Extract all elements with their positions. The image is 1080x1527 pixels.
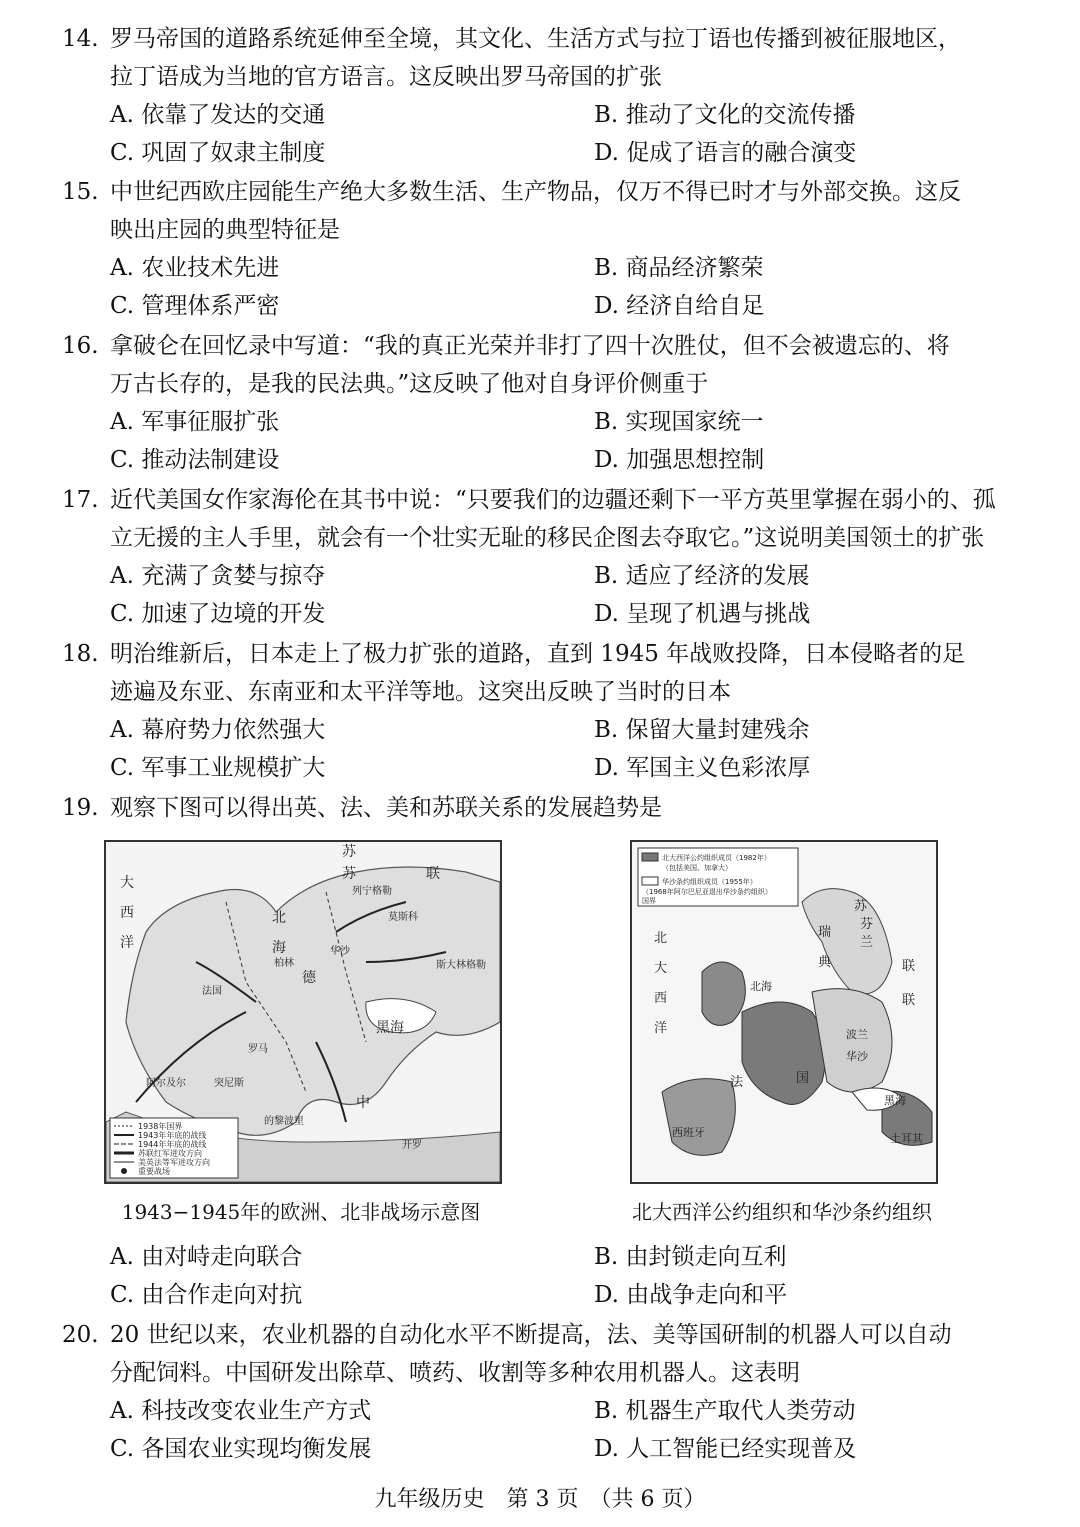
option-d[interactable]: D. 人工智能已经实现普及: [594, 1436, 857, 1462]
question-19: [62, 789, 1022, 827]
europe-wwii-map-svg: [106, 842, 500, 1182]
stem-line: 观察下图可以得出英、法、美和苏联关系的发展趋势是: [110, 795, 662, 821]
nato-warsaw-map: [630, 840, 938, 1184]
map-label-north-2: 大: [654, 961, 668, 976]
option-row: [110, 1430, 1022, 1468]
question-stem: [110, 327, 1022, 403]
stem-line: 拿破仑在回忆录中写道：“我的真正光荣并非打了四十次胜仗，但不会被遗忘的、将: [110, 333, 950, 359]
legend-item-2: 华沙条约组织成员（1955年）: [662, 878, 757, 886]
question-15: [62, 173, 1022, 325]
option-c[interactable]: C. 加速了边境的开发: [110, 601, 326, 627]
legend-item-2: 1944年年底的战线: [138, 1140, 207, 1149]
map-label-atlantic-2: 西: [120, 905, 134, 921]
option-row: [110, 711, 1022, 749]
option-b[interactable]: B. 由封锁走向互利: [594, 1244, 787, 1270]
question-16: [62, 327, 1022, 479]
map-label-rome: 罗马: [248, 1044, 268, 1055]
legend-item-5: 重要战场: [138, 1167, 170, 1176]
map-label-stalingrad: 斯大林格勒: [436, 960, 486, 971]
option-a[interactable]: A. 农业技术先进: [110, 255, 280, 281]
stem-line: 近代美国女作家海伦在其书中说：“只要我们的边疆还剩下一平方英里掌握在弱小的、孤: [110, 487, 996, 513]
option-row: [110, 287, 1022, 325]
map-label-berlin: 柏林: [274, 958, 294, 969]
stem-line: 拉丁语成为当地的官方语言。这反映出罗马帝国的扩张: [110, 64, 662, 90]
legend-item-4: 国界: [642, 897, 656, 905]
map-label-mid: 中: [356, 1095, 370, 1111]
question-17: [62, 481, 1022, 633]
option-d[interactable]: D. 军国主义色彩浓厚: [594, 755, 811, 781]
option-c[interactable]: C. 由合作走向对抗: [110, 1282, 303, 1308]
map-label-northsea: 北海: [750, 980, 772, 993]
map-label-rui-2: 典: [818, 955, 832, 970]
option-a[interactable]: A. 军事征服扩张: [110, 409, 280, 435]
legend-item-3: （1968年阿尔巴尼亚退出华沙条约组织）: [642, 888, 772, 896]
nato-warsaw-map-svg: [632, 842, 936, 1182]
stem-line: 映出庄园的典型特征是: [110, 217, 340, 243]
map-label-fa: 法: [730, 1075, 744, 1090]
map-label-lan-1: 芬: [860, 917, 874, 932]
option-b[interactable]: B. 实现国家统一: [594, 409, 764, 435]
map-label-lan-2: 兰: [860, 935, 874, 950]
question-19-options: [62, 1238, 1022, 1314]
question-stem: [110, 481, 1022, 557]
option-b[interactable]: B. 适应了经济的发展: [594, 563, 810, 589]
map-label-north: 北: [272, 910, 286, 926]
option-c[interactable]: C. 管理体系严密: [110, 293, 280, 319]
map-label-blacksea: 黑海: [884, 1094, 906, 1107]
stem-line: 中世纪西欧庄园能生产绝大多数生活、生产物品，仅万不得已时才与外部交换。这反: [110, 179, 961, 205]
option-c[interactable]: C. 军事工业规模扩大: [110, 755, 326, 781]
question-stem: [110, 173, 1022, 249]
option-b[interactable]: B. 机器生产取代人类劳动: [594, 1398, 856, 1424]
map-label-blacksea: 黑海: [376, 1020, 404, 1036]
map-label-lian: 联: [426, 866, 440, 882]
stem-line: 明治维新后，日本走上了极力扩张的道路，直到 1945 年战败投降，日本侵略者的足: [110, 641, 966, 667]
map-label-spain: 西班牙: [672, 1126, 705, 1139]
figure-caption-right: 北大西洋公约组织和华沙条约组织: [632, 1200, 932, 1224]
option-d[interactable]: D. 促成了语言的融合演变: [594, 140, 857, 166]
option-row: [110, 1392, 1022, 1430]
map-label-de: 德: [302, 970, 316, 986]
legend-item-0: 北大西洋公约组织成员（1982年）: [662, 854, 771, 862]
option-row: [110, 749, 1022, 787]
question-number: 18.: [62, 641, 99, 667]
option-c[interactable]: C. 巩固了奴隶主制度: [110, 140, 326, 166]
legend-item-0: 1938年国界: [138, 1122, 183, 1131]
option-b[interactable]: B. 保留大量封建残余: [594, 717, 810, 743]
map-label-guo: 国: [796, 1071, 810, 1086]
question-number: 15.: [62, 179, 99, 205]
option-row: [110, 1238, 1022, 1276]
question-stem: [110, 1316, 1022, 1392]
map-label-bolan: 波兰: [846, 1028, 868, 1041]
stem-line: 20 世纪以来，农业机器的自动化水平不断提高，法、美等国研制的机器人可以自动: [110, 1322, 952, 1348]
option-d[interactable]: D. 呈现了机遇与挑战: [594, 601, 811, 627]
europe-wwii-map: [104, 840, 502, 1184]
option-row: [110, 1276, 1022, 1314]
option-b[interactable]: B. 商品经济繁荣: [594, 255, 764, 281]
option-row: [110, 595, 1022, 633]
map-label-north-4: 洋: [654, 1021, 668, 1036]
map-label-lian-right: 联: [902, 993, 916, 1008]
map-label-su-2: 苏: [342, 866, 356, 882]
option-d[interactable]: D. 由战争走向和平: [594, 1282, 788, 1308]
option-row: [110, 134, 1022, 172]
map-label-north-3: 西: [654, 991, 668, 1006]
map-label-atlantic-1: 大: [120, 875, 134, 891]
question-18: [62, 635, 1022, 787]
stem-line: 分配饲料。中国研发出除草、喷药、收割等多种农用机器人。这表明: [110, 1360, 800, 1386]
map-label-atlantic-3: 洋: [120, 935, 134, 951]
stem-line: 罗马帝国的道路系统延伸至全境，其文化、生活方式与拉丁语也传播到被征服地区，: [110, 26, 961, 52]
map-label-su-2: 联: [902, 959, 916, 974]
figure-caption-left: 1943−1945年的欧洲、北非战场示意图: [121, 1200, 481, 1224]
option-a[interactable]: A. 由对峙走向联合: [110, 1244, 303, 1270]
question-stem: [110, 789, 1022, 827]
option-d[interactable]: D. 经济自给自足: [594, 293, 765, 319]
map-label-su-1: 苏: [854, 899, 868, 914]
legend-item-3: 苏联红军进攻方向: [138, 1149, 202, 1158]
map-label-su-1: 苏: [342, 844, 356, 860]
map-label-france: 法国: [202, 986, 222, 997]
question-stem: [110, 20, 1022, 96]
map-label-tuerqi: 土耳其: [890, 1132, 923, 1145]
map-label-north-1: 北: [654, 931, 668, 946]
option-row: [110, 96, 1022, 134]
option-a[interactable]: A. 科技改变农业生产方式: [110, 1398, 372, 1424]
question-number: 20.: [62, 1322, 99, 1348]
stem-line: 立无援的主人手里，就会有一个壮实无耻的移民企图去夺取它。”这说明美国领土的扩张: [110, 525, 985, 551]
option-c[interactable]: C. 各国农业实现均衡发展: [110, 1436, 372, 1462]
legend-item-4: 美英法等军进攻方向: [138, 1158, 210, 1167]
question-number: 17.: [62, 487, 99, 513]
option-row: [110, 403, 1022, 441]
option-d[interactable]: D. 加强思想控制: [594, 447, 765, 473]
question-stem: [110, 635, 1022, 711]
option-a[interactable]: A. 幕府势力依然强大: [110, 717, 326, 743]
option-b[interactable]: B. 推动了文化的交流传播: [594, 102, 856, 128]
map-label-rui-1: 瑞: [818, 925, 832, 940]
option-a[interactable]: A. 依靠了发达的交通: [110, 102, 326, 128]
stem-line: 万古长存的，是我的民法典。”这反映了他对自身评价侧重于: [110, 371, 709, 397]
map-label-algeria: 阿尔及尔: [146, 1078, 186, 1089]
option-c[interactable]: C. 推动法制建设: [110, 447, 280, 473]
map-label-tripoli: 的黎波里: [264, 1116, 304, 1127]
question-number: 19.: [62, 795, 99, 821]
question-14: [62, 20, 1022, 172]
legend-item-1: （包括美国、加拿大）: [662, 864, 732, 872]
map-label-warsaw: 华沙: [846, 1050, 868, 1063]
map-label-moscow: 莫斯科: [388, 912, 418, 923]
map-label-tunis: 突尼斯: [214, 1078, 244, 1089]
map-label-sea: 海: [272, 940, 286, 956]
stem-line: 迹遍及东亚、东南亚和太平洋等地。这突出反映了当时的日本: [110, 679, 731, 705]
question-number: 14.: [62, 26, 99, 52]
map-label-leningrad: 列宁格勒: [352, 886, 392, 897]
legend-item-1: 1943年年底的战线: [138, 1131, 207, 1140]
option-row: [110, 249, 1022, 287]
option-row: [110, 441, 1022, 479]
question-20: [62, 1316, 1022, 1468]
option-row: [110, 557, 1022, 595]
page-footer: 九年级历史 第 3 页 （共 6 页）: [374, 1487, 706, 1512]
option-a[interactable]: A. 充满了贪婪与掠夺: [110, 563, 326, 589]
question-number: 16.: [62, 333, 99, 359]
map-label-cairo: 开罗: [402, 1140, 422, 1151]
map-label-warsaw: 华沙: [330, 946, 350, 957]
